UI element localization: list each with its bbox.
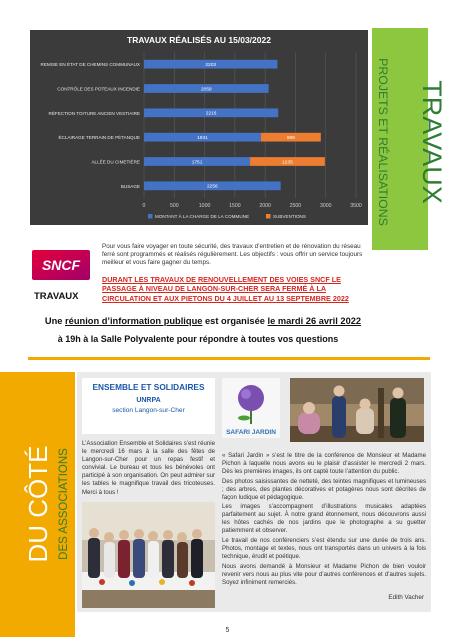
category-label: ÉCLAIRAGE TERRAIN DE PÉTANQUE [58, 135, 140, 141]
ensemble-title: ENSEMBLE ET SOLIDAIRES [92, 382, 205, 392]
ensemble-subtitle: UNRPA [136, 397, 161, 404]
safari-paragraph: Les images s’accompagnent d’illustrations musicales adaptées parfaitement au sujet. À notre grand étonnement, nous découvrons aussi les hôtes cachés de nos jardins que le photographe a su guetter patiemment et observer. [222, 503, 426, 535]
x-tick-label: 1500 [229, 203, 241, 209]
sncf-logo-text: SNCF [41, 257, 81, 273]
safari-jardin-article [222, 452, 426, 589]
x-tick-label: 2000 [259, 203, 271, 209]
bar-value-label: 1931 [197, 135, 208, 141]
bar-value-label: 1235 [282, 160, 293, 166]
chart-title: TRAVAUX RÉALISÉS AU 15/03/2022 [127, 35, 271, 45]
conference-speakers-photo [290, 378, 424, 442]
bar-value-label: 2256 [206, 184, 218, 190]
safari-jardin-logo [222, 378, 280, 438]
safari-logo-text: SAFARI JARDIN [226, 429, 276, 436]
legend-label-subvention: SUBVENTIONS [273, 214, 306, 219]
section-separator [28, 357, 430, 360]
side-title-travaux: TRAVAUX [417, 80, 447, 204]
banquet-group-photo [82, 502, 215, 608]
bar-value-label: 1751 [191, 160, 203, 166]
sncf-notice [28, 240, 368, 352]
meeting-date: le mardi 26 avril 2022 [267, 316, 362, 326]
safari-paragraph: « Safari Jardin » s’est le titre de la conférence de Monsieur et Madame Pichon à laquelle nous avons eu le plaisir d’assister le mercredi 2 mars. Dès les premières images, ils ont capté toute l’attention du public. [222, 452, 426, 475]
category-label: CONTRÔLE DES POTEAUX INCENDIE [57, 86, 140, 92]
category-label: REMISE EN ÉTAT DE CHEMINS COMMUNAUX [40, 62, 140, 68]
travaux-side-heading [376, 30, 447, 250]
side-subtitle-associations: DES ASSOCIATIONS [58, 448, 70, 560]
sncf-closure-alert: DURANT LES TRAVAUX DE RENOUVELLEMENT DES VOIES SNCF LE PASSAGE À NIVEAU DE LANGON-SUR-CHER SERA FERMÉ À LA CIRCULATION ET AUX PIETONS DU 4 JUILLET AU 13 SEPTEMBRE 2022 [102, 275, 349, 303]
bar-value-label: 2203 [205, 62, 217, 68]
ensemble-section: section Langon-sur-Cher [112, 407, 185, 414]
bar-value-label: 988 [286, 135, 295, 141]
page-number: 5 [225, 627, 230, 634]
category-label: RÉFECTION TOITURE ANCIEN VESTIAIRE [48, 110, 140, 116]
sncf-logo [32, 250, 90, 280]
side-title-du-cote: DU CÔTÉ [23, 445, 53, 563]
sncf-label: TRAVAUX [34, 291, 79, 302]
bar-value-label: 2058 [200, 87, 212, 93]
x-tick-label: 3500 [350, 203, 362, 209]
x-tick-label: 1000 [198, 203, 211, 209]
chart-canvas [30, 30, 368, 225]
legend-swatch-subvention [266, 214, 271, 219]
associations-side-band [0, 372, 75, 637]
article-signature: Edith Vacher [388, 594, 424, 601]
meeting-middle: est organisée [202, 316, 268, 326]
safari-paragraph: Des photos saisissantes de netteté, des teintes magnifiques et lumineuses ; des arbres, des plantes décoratives et potagères nous sont décrites de façon ludique et pédagogique. [222, 477, 426, 501]
ensemble-header [82, 378, 215, 434]
ensemble-text: L’Association Ensemble et Solidaires s’est réunie le mercredi 16 mars à la salle des fêtes de Langon-sur-Cher pour un repas festif et convivial. Le bureau et tous les bénévoles ont participé à son organisation. On peut admirer sur les tables le magnifique travail des tricoteuses. Merci à tous ! [82, 440, 215, 496]
ensemble-solidaires-article [82, 378, 215, 497]
safari-paragraph: Nous avons demandé à Monsieur et Madame Pichon de bien vouloir revenir vers nous au plus vite pour d’autres conférences et d’autres sujets. Soyez infiniment remerciés. [222, 562, 426, 586]
meeting-link: réunion d’information publique [65, 316, 203, 326]
sncf-meeting-line [38, 316, 368, 326]
travaux-bar-chart [30, 30, 368, 225]
bar-value-label: 2216 [205, 111, 217, 117]
x-tick-label: 0 [142, 203, 146, 209]
x-tick-label: 500 [169, 203, 179, 209]
legend-label-commune: MONTANT À LA CHARGE DE LA COMMUNE [155, 214, 250, 219]
sncf-intro-text: Pour vous faire voyager en toute sécurité, des travaux d’entretien et de rénovation du réseau ferré sont programmés et réalisés régulièrement. Les objectifs : vous offrir un service toujours meilleur et vous faire gagner du temps. [102, 243, 363, 266]
legend-swatch-commune [148, 214, 153, 219]
sncf-meeting-location: à 19h à la Salle Polyvalente pour répondre à toutes vos questions [57, 334, 339, 344]
x-tick-label: 2500 [289, 203, 302, 209]
x-tick-label: 3000 [319, 203, 332, 209]
category-label: BUSAGE [120, 183, 140, 189]
category-label: ALLÉE DU CIMETIÈRE [91, 159, 140, 165]
safari-paragraph: Le travail de nos conférenciers s’est étendu sur une durée de trois ans. Photos, montage et textes, nous ont transportés dans un univers à la fois technique, érudit et poétique. [222, 537, 426, 560]
meeting-prefix: Une [44, 316, 66, 326]
side-subtitle-projets: PROJETS ET RÉALISATIONS [376, 58, 390, 226]
